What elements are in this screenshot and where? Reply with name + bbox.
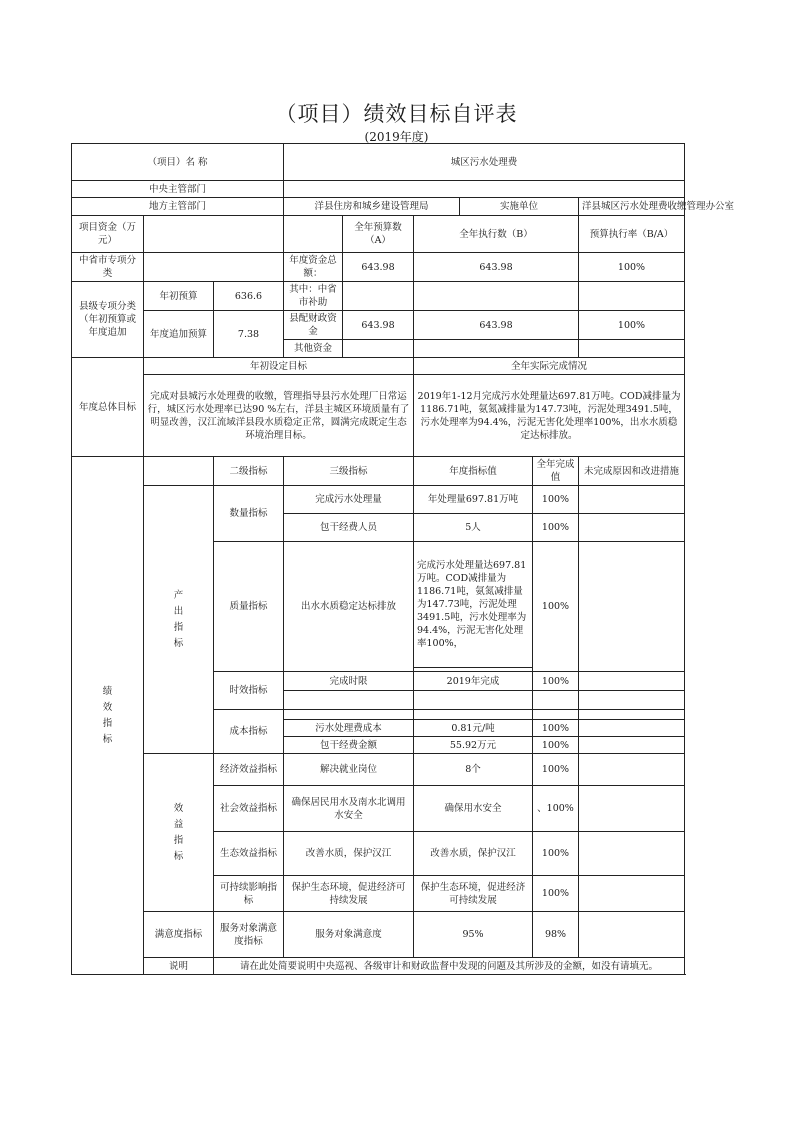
- quality-indicator-label: 质量指标: [214, 542, 284, 672]
- eco-benefit-label: 生态效益指标: [214, 832, 284, 876]
- impl-unit-value: 洋县城区污水处理费收缴管理办公室: [579, 198, 685, 216]
- cost-value-2: 55.92万元: [414, 737, 533, 754]
- local-dept-value: 洋县住房和城乡建设管理局: [284, 198, 460, 216]
- sustain-impact-label: 可持续影响指标: [214, 876, 284, 912]
- quantity-done-1: 100%: [533, 486, 579, 514]
- quantity-done-2: 100%: [533, 514, 579, 542]
- initial-target-text: 完成对县城污水处理费的收缴，管理指导县污水处理厂日常运行，城区污水处理率已达90 %左右，洋县主城区环境质量有了明显改善，汉江流域洋县段水质稳定正常，圆满完成既定生态环境治理目标。: [144, 375, 414, 457]
- timeliness-value: 2019年完成: [414, 672, 533, 691]
- economic-benefit-name: 解决就业岗位: [284, 754, 414, 786]
- funds-label: 项目资金（万元）: [72, 216, 144, 253]
- actual-completion-header: 全年实际完成情况: [414, 358, 685, 375]
- central-subsidy-label: 其中：中省市补助: [284, 282, 343, 311]
- quantity-name-1: 完成污水处理量: [284, 486, 414, 514]
- county-fin-exec: 643.98: [414, 311, 579, 340]
- social-benefit-name: 确保居民用水及南水北调用水安全: [284, 786, 414, 832]
- page-title: （项目）绩效目标自评表: [275, 102, 518, 126]
- other-funds-label: 其他资金: [284, 340, 343, 358]
- quantity-indicator-label: 数量指标: [214, 486, 284, 542]
- col-level2: 二级指标: [214, 457, 284, 486]
- col-exec-rate: 预算执行率（B/A）: [579, 216, 685, 253]
- cost-done-1: 100%: [533, 720, 579, 737]
- note-text: 请在此处简要说明中央巡视、各级审计和财政监督中发现的问题及其所涉及的金额，如没有请填无。: [214, 958, 685, 975]
- timeliness-indicator-label: 时效指标: [214, 672, 284, 710]
- cost-name-1: 污水处理费成本: [284, 720, 414, 737]
- social-benefit-done: 、100%: [533, 786, 579, 832]
- eco-benefit-value: 改善水质，保护汉江: [414, 832, 533, 876]
- col-annual-budget: 全年预算数（A）: [343, 216, 414, 253]
- eco-benefit-done: 100%: [533, 832, 579, 876]
- quality-name: 出水水质稳定达标排放: [284, 542, 414, 672]
- col-annual-done: 全年完成值: [533, 457, 579, 486]
- annual-total-exec: 643.98: [414, 253, 579, 282]
- overall-target-label: 年度总体目标: [72, 358, 144, 457]
- perf-indicator-label: 绩效指标: [72, 457, 144, 975]
- col-level3: 三级指标: [284, 457, 414, 486]
- satisfaction-done: 98%: [533, 912, 579, 958]
- project-name-value: 城区污水处理费: [284, 144, 685, 181]
- county-special-label: 县级专项分类（年初预算或年度追加: [72, 282, 144, 358]
- timeliness-done: 100%: [533, 672, 579, 691]
- sustain-impact-value: 保护生态环境，促进经济可持续发展: [414, 876, 533, 912]
- economic-benefit-value: 8个: [414, 754, 533, 786]
- satisfaction-value: 95%: [414, 912, 533, 958]
- satisfaction-outer-label: 满意度指标: [144, 912, 214, 958]
- cost-name-2: 包干经费金额: [284, 737, 414, 754]
- quantity-value-2: 5人: [414, 514, 533, 542]
- initial-budget-value: 636.6: [214, 282, 284, 311]
- initial-budget-label: 年初预算: [144, 282, 214, 311]
- col-annual-value: 年度指标值: [414, 457, 533, 486]
- eco-benefit-name: 改善水质，保护汉江: [284, 832, 414, 876]
- quantity-name-2: 包干经费人员: [284, 514, 414, 542]
- annual-total-budget: 643.98: [343, 253, 414, 282]
- year-subtitle: (2019年度): [364, 130, 429, 144]
- project-name-label: （项目）名 称: [72, 144, 284, 181]
- initial-target-header: 年初设定目标: [144, 358, 414, 375]
- central-special-label: 中省市专项分类: [72, 253, 144, 282]
- cost-value-1: 0.81元/吨: [414, 720, 533, 737]
- timeliness-name: 完成时限: [284, 672, 414, 691]
- sustain-impact-name: 保护生态环境，促进经济可持续发展: [284, 876, 414, 912]
- col-annual-exec: 全年执行数（B）: [414, 216, 579, 253]
- county-fin-rate: 100%: [579, 311, 685, 340]
- actual-completion-text: 2019年1-12月完成污水处理量达697.81万吨。COD减排量为1186.71吨，氨氮减排量为147.73吨，污泥处理3491.5吨，污水处理率为94.4%，污泥无害化处理率100%，出水水质稳定达标排放。: [414, 375, 685, 457]
- satisfaction-name: 服务对象满意度: [284, 912, 414, 958]
- social-benefit-value: 确保用水安全: [414, 786, 533, 832]
- added-budget-value: 7.38: [214, 311, 284, 358]
- quality-value: 完成污水处理量达697.81万吨。COD减排量为1186.71吨，氨氮减排量为147.73吨，污泥处理 3491.5吨，污水处理率为94.4%，污泥无害化处理率100%，: [414, 542, 533, 668]
- note-label: 说明: [144, 958, 214, 975]
- central-dept-label: 中央主管部门: [72, 181, 284, 198]
- benefit-indicator-label: 效益指标: [144, 754, 214, 912]
- social-benefit-label: 社会效益指标: [214, 786, 284, 832]
- cost-indicator-label: 成本指标: [214, 710, 284, 754]
- central-dept-value: [284, 181, 685, 198]
- local-dept-label: 地方主管部门: [72, 198, 284, 216]
- economic-benefit-done: 100%: [533, 754, 579, 786]
- added-budget-label: 年度追加预算: [144, 311, 214, 358]
- cost-done-2: 100%: [533, 737, 579, 754]
- self-evaluation-table: [71, 143, 735, 975]
- impl-unit-label: 实施单位: [460, 198, 579, 216]
- sustain-impact-done: 100%: [533, 876, 579, 912]
- annual-total-label: 年度资金总额：: [284, 253, 343, 282]
- quantity-value-1: 年处理量697.81万吨: [414, 486, 533, 514]
- annual-total-rate: 100%: [579, 253, 685, 282]
- output-indicator-label: 产出指标: [144, 486, 214, 754]
- col-reason: 未完成原因和改进措施: [579, 457, 685, 486]
- quality-done: 100%: [533, 542, 579, 672]
- county-fin-label: 县配财政资金: [284, 311, 343, 340]
- county-fin-budget: 643.98: [343, 311, 414, 340]
- economic-benefit-label: 经济效益指标: [214, 754, 284, 786]
- satisfaction-label: 服务对象满意度指标: [214, 912, 284, 958]
